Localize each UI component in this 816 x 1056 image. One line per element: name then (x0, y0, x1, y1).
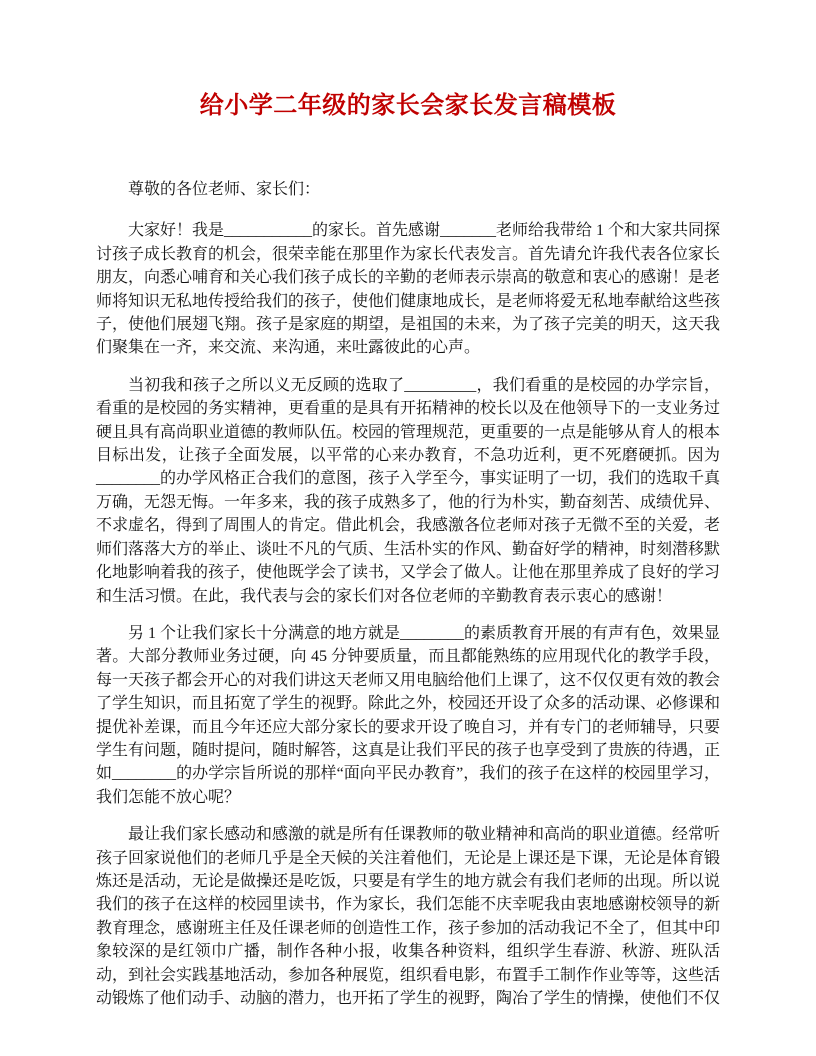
document-title: 给小学二年级的家长会家长发言稿模板 (199, 91, 617, 119)
paragraph-school-choice: 当初我和孩子之所以义无反顾的选取了_________，我们看重的是校园的办学宗旨，看重的是校园的务实精神，更看重的是具有开拓精神的校长以及在他领导下的一支业务过硬且具有高尚职业道德的教师队伍。校园的管理规范，更重要的一点是能够从育人的根本目标出发，让孩子全面发展，以平常的心来办教育，不急功近利，更不死磨硬抓。因为________的办学风格正合我们的意图，孩子入学至今，事实证明了一切，我们的选取千真万确，无怨无悔。一年多来，我的孩子成熟多了，他的行为朴实，勤奋刻苦、成绩优异、不求虚名，得到了周围人的肯定。借此机会，我感激各位老师对孩子无微不至的关爱，老师们落落大方的举止、谈吐不凡的气质、生活朴实的作风、勤奋好学的精神，时刻潜移默化地影响着我的孩子，使他既学会了读书，又学会了做人。让他在那里养成了良好的学习和生活习惯。在此，我代表与会的家长们对各位老师的辛勤教育表示衷心的感谢！ (96, 376, 721, 605)
salutation-line: 尊敬的各位老师、家长们： (128, 181, 321, 198)
paragraph-greeting-thanks: 大家好！我是___________的家长。首先感谢_______老师给我带给 1 个和大家共同探讨孩子成长教育的机会，很荣幸能在那里作为家长代表发言。首先请允许我代表各位家长朋友，向悉心哺育和关心我们孩子成长的辛勤的老师表示崇高的敬意和衷心的感谢！是老师将知识无私地传授给我们的孩子，使他们健康地成长，是老师将爱无私地奉献给这些孩子，使他们展翅飞翔。孩子是家庭的期望，是祖国的未来，为了孩子完美的明天，这天我们聚集在一齐，来交流、来沟通，来吐露彼此的心声。 (96, 222, 721, 357)
paragraph-teacher-dedication: 最让我们家长感动和感激的就是所有任课教师的敬业精神和高尚的职业道德。经常听孩子回家说他们的老师几乎是全天候的关注着他们，无论是上课还是下课，无论是体育锻炼还是活动，无论是做操还是吃饭，只要是有学生的地方就会有我们老师的出现。所以说我们的孩子在这样的校园里读书，作为家长，我们怎能不庆幸呢我由衷地感谢校领导的新教育理念，感谢班主任及任课老师的创造性工作，孩子参加的活动我记不全了，但其中印象较深的是红领巾广播，制作各种小报，收集各种资料，组织学生春游、秋游、班队活动，到社会实践基地活动，参加各种展览，组织看电影，布置手工制作作业等等，这些活动锻炼了他们动手、动脑的潜力，也开拓了学生的视野，陶冶了学生的情操，使他们不仅 (96, 826, 721, 1007)
paragraph-quality-education: 另 1 个让我们家长十分满意的地方就是________的素质教育开展的有声有色，效果显著。大部分教师业务过硬，向 45 分钟要质量，而且都能熟练的应用现代化的教学手段，每一天孩子都会开心的对我们讲这天老师又用电脑给他们上课了，这不仅仅更有效的教会了学生知识，而且拓宽了学生的视野。除此之外，校园还开设了众多的活动课、必修课和提优补差课，而且今年还应大部分家长的要求开设了晚自习，并有专门的老师辅导，只要学生有问题，随时提问，随时解答，这真是让我们平民的孩子也享受到了贵族的待遇，正如________的办学宗旨所说的那样“面向平民办教育”，我们的孩子在这样的校园里学习，我们怎能不放心呢？ (96, 624, 721, 806)
